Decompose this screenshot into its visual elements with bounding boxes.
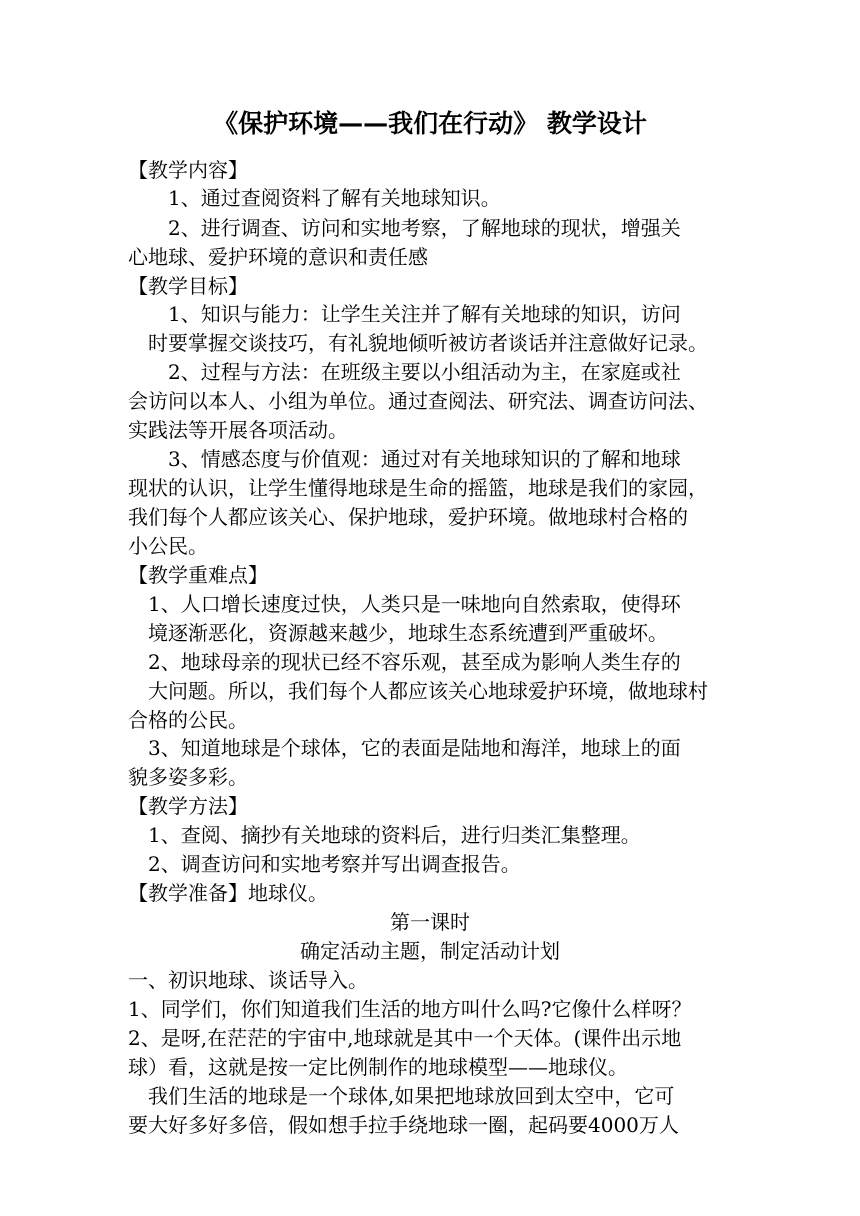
body-line: 大问题。所以，我们每个人都应该关心地球爱护环境，做地球村 [128,679,708,703]
body-line: 实践法等开展各项活动。 [128,418,348,442]
body-line: 境逐渐恶化，资源越来越少，地球生态系统遭到严重破坏。 [128,621,668,645]
body-line: 会访问以本人、小组为单位。通过查阅法、研究法、调查访问法、 [128,389,708,413]
section-heading-objectives: 【教学目标】 [128,274,248,298]
body-line: 1、查阅、摘抄有关地球的资料后，进行归类汇集整理。 [128,823,641,847]
body-line: 球）看，这就是按一定比例制作的地球模型——地球仪。 [128,1055,628,1079]
step-heading: 一、初识地球、谈话导入。 [128,968,368,992]
body-line: 2、进行调查、访问和实地考察，了解地球的现状，增强关 [128,216,681,240]
body-line: 我们生活的地球是一个球体,如果把地球放回到太空中，它可 [128,1084,675,1108]
body-line: 1、人口增长速度过快，人类只是一味地向自然索取，使得环 [128,592,681,616]
document-title: 《保护环境——我们在行动》 教学设计 [213,109,647,138]
body-line: 现状的认识，让学生懂得地球是生命的摇篮，地球是我们的家园， [128,476,708,500]
body-line: 2、过程与方法：在班级主要以小组活动为主，在家庭或社 [128,360,681,384]
body-line: 2、调查访问和实地考察并写出调查报告。 [128,852,521,876]
body-line: 1、知识与能力：让学生关注并了解有关地球的知识，访问 [128,302,681,326]
body-line: 时要掌握交谈技巧，有礼貌地倾听被访者谈话并注意做好记录。 [128,331,708,355]
body-line: 1、通过查阅资料了解有关地球知识。 [128,186,501,210]
body-line: 貌多姿多彩。 [128,765,248,789]
section-heading-preparation: 【教学准备】地球仪。 [128,881,328,905]
body-line: 2、地球母亲的现状已经不容乐观，甚至成为影响人类生存的 [128,650,681,674]
lesson-heading: 第一课时 [390,910,470,934]
body-line: 我们每个人都应该关心、保护地球，爱护环境。做地球村合格的 [128,505,688,529]
body-line: 3、情感态度与价值观：通过对有关地球知识的了解和地球 [128,447,681,471]
section-heading-key-points: 【教学重难点】 [128,563,268,587]
lesson-subheading: 确定活动主题，制定活动计划 [300,939,560,963]
section-heading-content: 【教学内容】 [128,158,248,182]
section-heading-methods: 【教学方法】 [128,794,248,818]
body-line: 3、知道地球是个球体，它的表面是陆地和海洋，地球上的面 [128,736,681,760]
body-line: 合格的公民。 [128,708,248,732]
body-line: 小公民。 [128,534,208,558]
body-line: 1、同学们，你们知道我们生活的地方叫什么吗?它像什么样呀？ [128,997,692,1021]
body-line: 2、是呀,在茫茫的宇宙中,地球就是其中一个天体。(课件出示地 [128,1026,682,1050]
body-line: 要大好多好多倍，假如想手拉手绕地球一圈，起码要4000万人 [128,1113,679,1137]
body-line: 心地球、爱护环境的意识和责任感 [128,245,428,269]
